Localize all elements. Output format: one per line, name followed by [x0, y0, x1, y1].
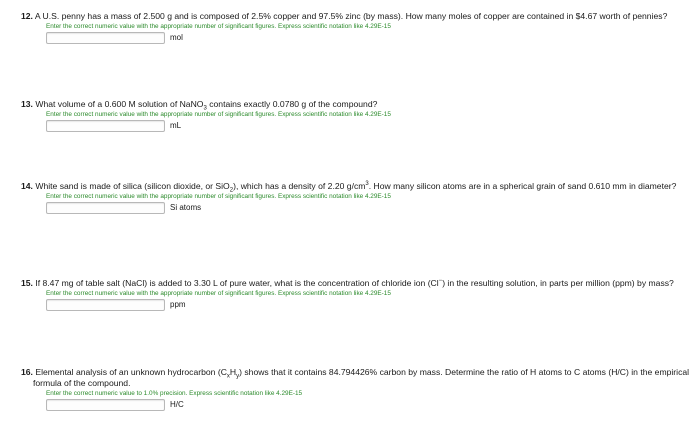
question-15	[0, 278, 690, 312]
question-12-unit: mol	[170, 33, 183, 42]
question-16-answer-input[interactable]	[46, 399, 165, 411]
question-14-unit: Si atoms	[170, 203, 202, 212]
question-14-instruction: Enter the correct numeric value with the appropriate number of significant figures. Express scientific notation like 4.29E-15	[46, 193, 391, 200]
question-16-unit: H/C	[170, 400, 184, 409]
question-16-text: 16. Elemental analysis of an unknown hydrocarbon $(C_xH_y)$ shows that it contains 84.794426% carbon by mass. Determine the ratio of H atoms to C atoms (H/C) in the empirical formula of the compound.	[21, 367, 690, 388]
question-12	[0, 11, 690, 45]
question-13-answer-input[interactable]	[46, 120, 165, 132]
question-16-instruction: Enter the correct numeric value to 1.0% precision. Express scientific notation like 4.29E-15	[46, 390, 303, 397]
question-13-unit: mL	[170, 121, 182, 130]
question-15-unit: ppm	[170, 300, 186, 309]
question-13	[0, 99, 690, 133]
question-14	[0, 181, 690, 215]
question-15-answer-input[interactable]	[46, 299, 165, 311]
question-12-text: 12. A U.S. penny has a mass of 2.500 g and is composed of 2.5% copper and 97.5% zinc (by mass). How many moles of copper are contained in $4.67 worth of pennies?	[21, 11, 668, 21]
question-15-text: 15. If 8.47 mg of table salt (NaCl) is added to 3.30 L of pure water, what is the concentration of chloride ion (Cl−) in the resulting solution, in parts per million (ppm) by mass?	[21, 278, 674, 288]
question-13-instruction: Enter the correct numeric value with the appropriate number of significant figures. Express scientific notation like 4.29E-15	[46, 111, 391, 118]
question-16	[0, 367, 690, 412]
question-12-answer-input[interactable]	[46, 32, 165, 44]
question-14-text: 14. White sand is made of silica (silicon dioxide, or SiO$_2$), which has a density of 2.20 $g/cm^3$. How many silicon atoms are in a spherical grain of sand 0.610 mm in diameter?	[21, 181, 677, 194]
question-13-text: 13. What volume of a 0.600 M solution of NaNO$_3$ contains exactly 0.0780 g of the compound?	[21, 99, 378, 112]
question-15-instruction: Enter the correct numeric value with the appropriate number of significant figures. Express scientific notation like 4.29E-15	[46, 290, 391, 297]
question-14-answer-input[interactable]	[46, 202, 165, 214]
question-12-instruction: Enter the correct numeric value with the appropriate number of significant figures. Express scientific notation like 4.29E-15	[46, 23, 391, 30]
